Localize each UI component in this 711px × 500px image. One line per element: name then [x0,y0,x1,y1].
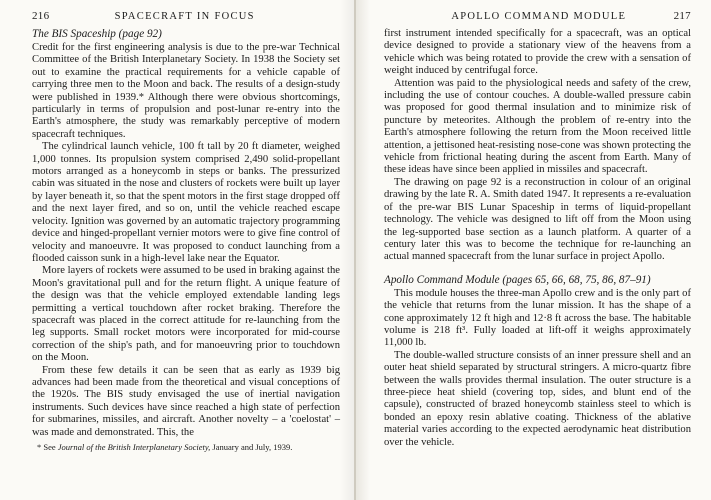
paragraph: first instrument intended specifically for a spacecraft, was an optical device designed to provide a stationary view of the heavens from a vehicle which was being rotated to provide the crew with a sensation of weight induced by centrifugal force. [384,28,691,77]
paragraph: Credit for the first engineering analysis is due to the pre-war Technical Committee of the British Interplanetary Society. In 1938 the Society set out to examine the practical requirements for a vehicle capable of carrying three men to the Moon and back. The results of a design-study were published in 1939.* Although there were obvious shortcomings, particularly in terms of propulsion and post-lunar re-entry into the Earth's atmosphere, the study was remarkably perceptive of modern spacecraft techniques. [32,42,340,140]
left-page-number: 216 [32,10,50,22]
section-title-apollo-command-module: Apollo Command Module (pages 65, 66, 68, 75, 86, 87–91) [384,273,651,286]
paragraph: More layers of rockets were assumed to be used in braking against the Moon's gravitational pull and for the return flight. A unique feature of the design was that the vehicle employed extendable landing legs permitting a vertical touchdown after rocket braking. Therefore the spacecraft was placed in the correct attitude for re-launching from the leg supports. Small rocket motors were incorporated for mid-course correction of the ship's path, and for manoeuvring prior to touchdown on the Moon. [32,265,340,364]
right-page-number: 217 [673,10,691,22]
paragraph: The cylindrical launch vehicle, 100 ft tall by 20 ft diameter, weighed 1,000 tonnes. Its propulsion system comprised 2,490 solid-propellant motors arranged as a honeycomb in steps or banks. The pressurized cabin was situated in the nose and clusters of rockets were built up layer by layer beneath it, so that the spent motors in the first stage dropped off and the next layer fired, and so on, until the vehicle reached escape velocity. Ignition was governed by an automatic trajectory programming device and hinged-propellant vernier motors were to give fine control of velocity and manoeuvre. It was proposed to conduct launching from a flooded caisson sunk in a high-level lake near the Equator. [32,141,340,264]
paragraph: This module houses the three-man Apollo crew and is the only part of the vehicle that returns from the lunar mission. It has the shape of a cone approximately 12 ft high and 12·8 ft across the base. The habitable volume is 218 ft³. Fully loaded at lift-off it weighs approximately 11,000 lb. [384,287,691,349]
right-running-head [384,10,691,22]
paragraph: The double-walled structure consists of an inner pressure shell and an outer heat shield separated by structural stringers. A micro-quartz fibre between the walls provides thermal insulation. The outer structure is a three-piece heat shield (covering top, sides, and blunt end of the capsule), constructed of brazed honeycomb stainless steel to which is bonded an epoxy resin ablative coating. Thickness of the ablative material varies according to the expected aerodynamic heat distribution over the vehicle. [384,349,691,448]
footnote-journal: Journal of the British Interplanetary Society, [57,442,211,452]
right-page [356,0,711,500]
footnote [32,442,340,452]
section-title-bis-spaceship: The BIS Spaceship (page 92) [32,28,162,40]
left-running-title: SPACECRAFT IN FOCUS [114,11,255,22]
footnote-suffix: January and July, 1939. [210,442,293,452]
right-running-title: APOLLO COMMAND MODULE [451,11,627,22]
paragraph: The drawing on page 92 is a reconstruction in colour of an original drawing by the late R. A. Smith dated 1947. It represents a re-evaluation of the pre-war BIS Lunar Spaceship in terms of liquid-propellant technology. The vehicle was designed to lift off from the Moon using the leg-supported base section as a launch platform. A quarter of a century later this was to become the technique for re-launching an actual manned spacecraft from the lunar surface in project Apollo. [384,176,691,263]
paragraph: Attention was paid to the physiological needs and safety of the crew, including the use of contour couches. A double-walled pressure cabin was proposed for good thermal insulation and to minimize risk of puncture by meteorites. Although the problem of re-entry into the Earth's atmosphere following the return from the Moon received little attention, a jettisoned heat-resisting nose-cone was shown protecting the vehicle from frictional heating during the ascent from Earth. Many of these ideas have since been applied in missiles and spacecraft. [384,77,691,176]
left-running-head [32,10,340,22]
paragraph: From these few details it can be seen that as early as 1939 big advances had been made from the theoretical and visual conceptions of the 1920s. The BIS study envisaged the use of inertial navigation instruments. Such devices have since reached a high state of perfection for submarines, missiles, and aircraft. Another novelty – a 'coelostat' – was made and demonstrated. This, the [32,364,340,438]
footnote-prefix: * See [37,442,58,452]
